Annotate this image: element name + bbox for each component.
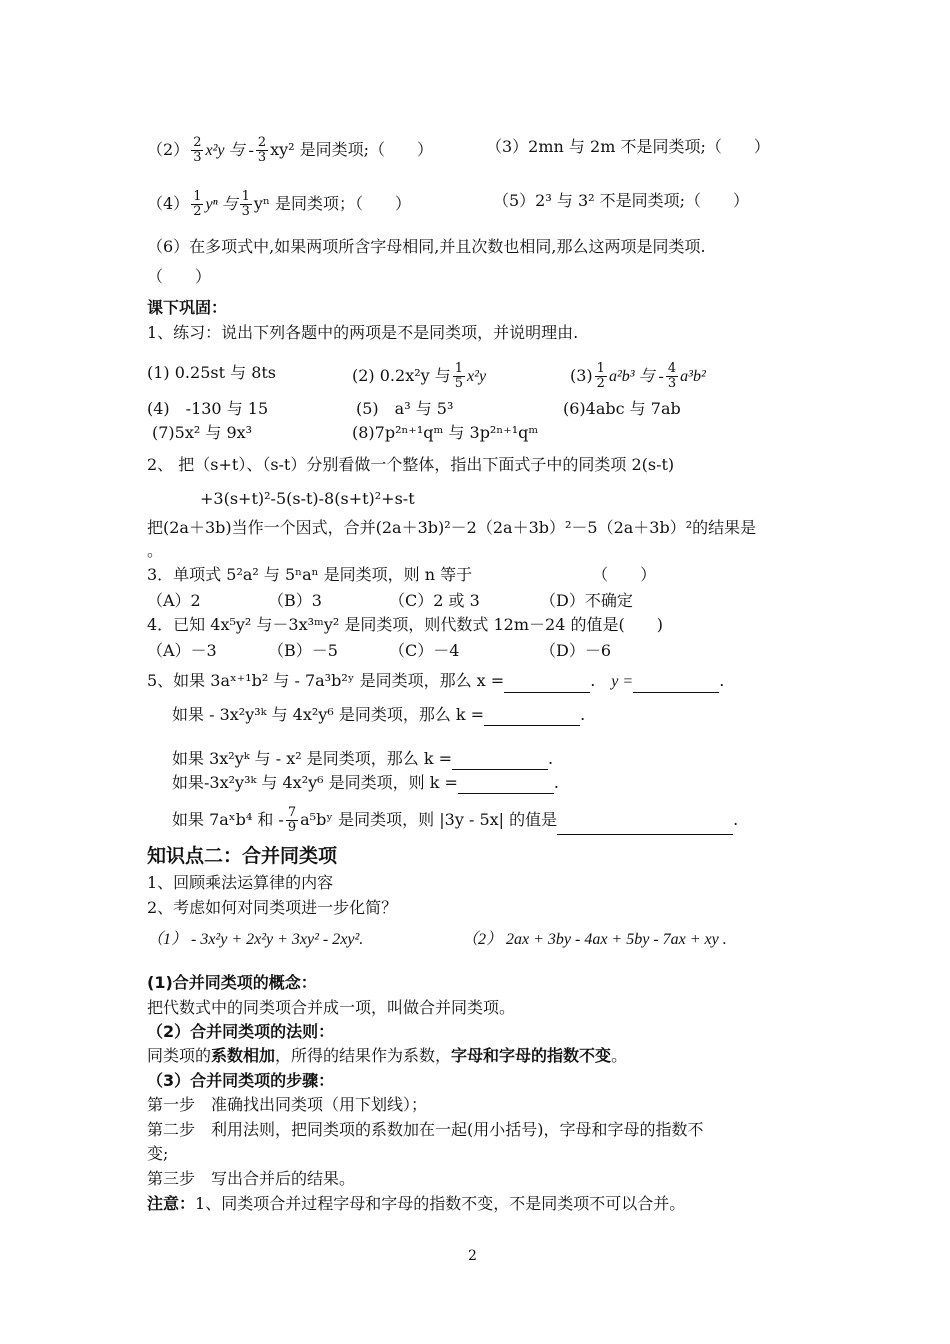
- expr: (2) 0.2x²y 与: [352, 366, 451, 385]
- numerator: 1: [454, 361, 464, 376]
- exercise-1-item: (5) a³ 与 5³: [356, 399, 454, 418]
- label: （2）: [147, 140, 190, 159]
- exercise-3-option: （A）2: [147, 591, 201, 610]
- expr: x²y: [467, 368, 487, 385]
- answer-blank: [633, 676, 719, 693]
- numerator: 4: [667, 361, 677, 376]
- question-3: （3）2mn 与 2m 不是同类项;（ ）: [486, 137, 770, 156]
- expr: a²b³ 与 -: [608, 368, 664, 385]
- exercise-1-item: (8)7p²ⁿ⁺¹qᵐ 与 3p²ⁿ⁺¹qᵐ: [352, 423, 539, 442]
- text: ，所得的结果作为系数，: [275, 1046, 452, 1065]
- fraction: [191, 136, 203, 165]
- note-label: 注意：: [147, 1194, 196, 1213]
- exercise-1-item: (1) 0.25st 与 8ts: [147, 363, 277, 382]
- fraction: [240, 190, 252, 219]
- exercise-4-option: （D）－6: [540, 641, 612, 660]
- expr: x²y 与 -: [205, 142, 254, 159]
- expr: yⁿ 是同类项；（ ）: [253, 194, 411, 213]
- fraction: [286, 806, 298, 835]
- exercise-4-option: （A）－3: [147, 641, 217, 660]
- denominator: 2: [596, 376, 605, 391]
- step-1: 第一步 准确找出同类项（用下划线）；: [147, 1095, 428, 1114]
- steps-heading: （3）合并同类项的步骤：: [147, 1071, 335, 1090]
- fraction: [256, 136, 268, 165]
- note-text: 1、同类项合并过程字母和字母的指数不变，不是同类项不可以合并。: [195, 1194, 686, 1213]
- kp2-expression-1: （1） - 3x²y + 2x²y + 3xy² - 2xy².: [147, 931, 364, 948]
- fraction: [595, 362, 607, 391]
- answer-blank: [452, 753, 548, 770]
- expr: xy² 是同类项;（ ）: [270, 140, 434, 159]
- kp2-item: 1、回顾乘法运算律的内容: [147, 873, 334, 892]
- concept-text: 把代数式中的同类项合并成一项，叫做合并同类项。: [147, 998, 516, 1017]
- step-2-cont: 变;: [147, 1144, 169, 1163]
- exercise-1-item: [352, 362, 486, 391]
- fraction: [666, 362, 678, 391]
- exercise-3-option: （C）2 或 3: [389, 591, 480, 610]
- expr: 如果 7aˣb⁴ 和 -: [172, 810, 284, 829]
- numerator: 7: [287, 805, 297, 820]
- text: 同类项的: [147, 1046, 212, 1065]
- fraction: [191, 190, 203, 219]
- denominator: 9: [287, 820, 297, 835]
- expr: 如果-3x²y³ᵏ 与 4x²y⁶ 是同类项，则 k =: [172, 773, 458, 792]
- denominator: 5: [454, 376, 464, 391]
- numerator: 1: [241, 189, 250, 204]
- exercise-4-option: （C）－4: [389, 641, 460, 660]
- answer-blank: [557, 818, 733, 835]
- exercise-1-item: (4) -130 与 15: [147, 399, 269, 418]
- expr: a³b²: [680, 368, 706, 385]
- kp2-expression-2: （2） 2ax + 3by - 4ax + 5by - 7ax + xy .: [462, 931, 727, 948]
- question-6: （6）在多项式中,如果两项所含字母相同,并且次数也相同,那么这两项是同类项.: [147, 237, 706, 256]
- exercise-1-title: 1、练习：说出下列各题中的两项是不是同类项，并说明理由.: [147, 323, 579, 342]
- section-heading: 课下巩固：: [147, 298, 228, 317]
- exercise-1-item: [570, 362, 706, 391]
- expr: y =: [611, 673, 634, 690]
- exercise-2-expression: +3(s+t)²-5(s-t)-8(s+t)²+s-t: [200, 489, 415, 508]
- step-3: 第三步 写出合并后的结果。: [147, 1169, 356, 1188]
- step-2: 第二步 利用法则，把同类项的系数加在一起(用小括号)，字母和字母的指数不: [147, 1120, 704, 1139]
- kp2-item: 2、考虑如何对同类项进一步化简？: [147, 898, 398, 917]
- exercise-5c: 如果 3x²yᵏ 与 - x² 是同类项，那么 k = .: [172, 749, 554, 768]
- numerator: 2: [257, 135, 267, 150]
- emphasis: 系数相加: [211, 1046, 276, 1065]
- exercise-5d: 如果-3x²y³ᵏ 与 4x²y⁶ 是同类项，则 k = .: [172, 773, 560, 792]
- knowledge-point-2-title: 知识点二：合并同类项: [147, 845, 338, 867]
- rule-text: [147, 1045, 627, 1067]
- exercise-5e: 如果 7aˣb⁴ 和 - $\frac{7}{9}$ a⁵bʸ 是同类项，则 |3y - 5x| 的值是 .: [172, 805, 739, 835]
- note: [147, 1193, 685, 1215]
- exercise-5a: 5、如果 3aˣ⁺¹b² 与 - 7a³b²ʸ 是同类项，那么 x = . y = .: [147, 670, 724, 693]
- denominator: 3: [241, 204, 250, 219]
- rule-heading: （2）合并同类项的法则：: [147, 1022, 335, 1041]
- question-2: [147, 136, 433, 165]
- emphasis: 字母和字母的指数不变: [451, 1046, 612, 1065]
- exercise-2-end: 。: [147, 541, 164, 560]
- exercise-2-combine: 把(2a＋3b)当作一个因式，合并(2a＋3b)²－2（2a＋3b）²－5（2a＋3b）²的结果是: [147, 518, 757, 537]
- numerator: 1: [193, 189, 202, 204]
- expr: 5、如果 3aˣ⁺¹b² 与 - 7a³b²ʸ 是同类项，那么 x =: [147, 671, 505, 690]
- numerator: 2: [193, 135, 202, 150]
- answer-blank: [458, 777, 554, 794]
- question-6-answer: （ ）: [147, 267, 212, 286]
- denominator: 3: [667, 376, 677, 391]
- answer-blank: [504, 676, 590, 693]
- numerator: 1: [596, 361, 605, 376]
- answer-blank: [484, 709, 580, 726]
- page-number: 2: [468, 1248, 477, 1264]
- question-5: （5）2³ 与 3² 不是同类项;（ ）: [493, 191, 750, 210]
- text: 。: [611, 1046, 628, 1065]
- concept-heading: (1)合并同类项的概念：: [147, 973, 317, 992]
- exercise-3: 3．单项式 5²a² 与 5ⁿaⁿ 是同类项，则 n 等于 （ ）: [147, 565, 657, 584]
- denominator: 3: [193, 150, 202, 165]
- denominator: 3: [257, 150, 267, 165]
- exercise-3-option: （B）3: [268, 591, 322, 610]
- exercise-4-option: （B）－5: [268, 641, 338, 660]
- denominator: 2: [193, 204, 202, 219]
- expr: a⁵bʸ 是同类项，则 |3y - 5x| 的值是: [300, 810, 558, 829]
- question-4: [147, 190, 411, 219]
- expr: 如果 - 3x²y³ᵏ 与 4x²y⁶ 是同类项，那么 k =: [172, 705, 485, 724]
- expr: yⁿ 与: [205, 196, 238, 213]
- expr: 如果 3x²yᵏ 与 - x² 是同类项，那么 k =: [172, 749, 453, 768]
- exercise-4: 4．已知 4x⁵y² 与－3x³ᵐy² 是同类项，则代数式 12m－24 的值是( ): [147, 615, 663, 634]
- exercise-2: 2、 把（s+t）、（s-t）分别看做一个整体，指出下面式子中的同类项 2(s-t): [147, 455, 675, 474]
- label: （4）: [147, 194, 190, 213]
- exercise-3-option: （D）不确定: [540, 591, 633, 610]
- exercise-5b: 如果 - 3x²y³ᵏ 与 4x²y⁶ 是同类项，那么 k = .: [172, 705, 586, 724]
- exercise-1-item: (7)5x² 与 9x³: [152, 423, 253, 442]
- fraction: [453, 362, 465, 391]
- label: (3): [570, 366, 593, 385]
- exercise-1-item: (6)4abc 与 7ab: [563, 399, 681, 418]
